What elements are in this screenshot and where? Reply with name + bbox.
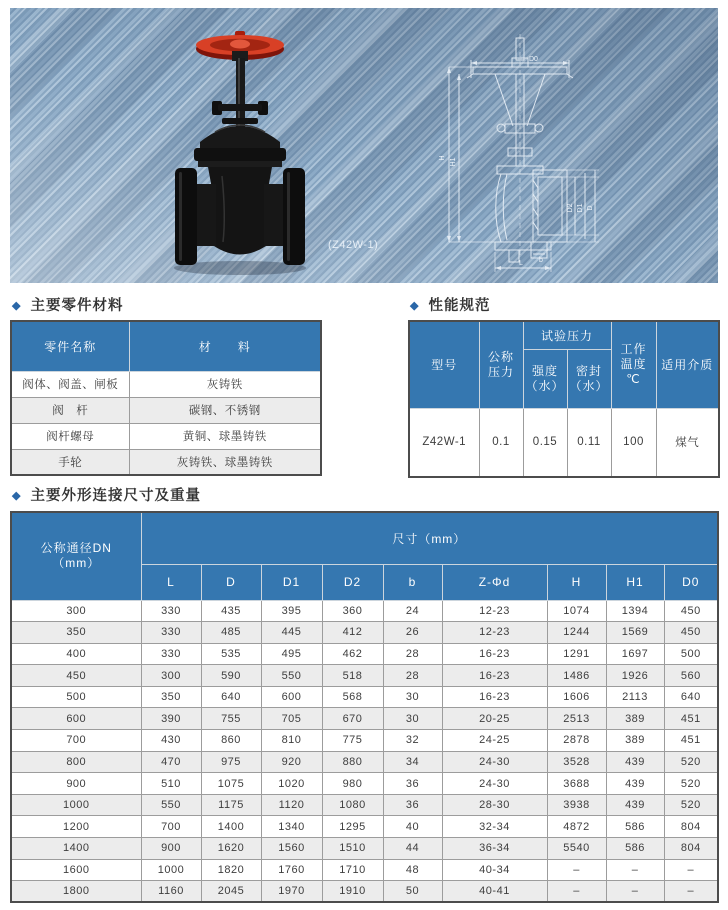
table-row bbox=[11, 730, 718, 752]
table-cell: 445 bbox=[261, 622, 322, 644]
table-cell: 黄铜、球墨铸铁 bbox=[129, 423, 321, 449]
table-cell: 24 bbox=[383, 600, 442, 622]
table-row bbox=[11, 794, 718, 816]
table-cell: 1340 bbox=[261, 816, 322, 838]
table-cell: 755 bbox=[201, 708, 261, 730]
header-row bbox=[11, 321, 321, 371]
dimensions-table bbox=[10, 511, 719, 903]
table-cell: 30 bbox=[383, 686, 442, 708]
table-cell: 550 bbox=[141, 794, 201, 816]
table-cell: 568 bbox=[322, 686, 383, 708]
table-cell: 470 bbox=[141, 751, 201, 773]
table-cell: 1820 bbox=[201, 859, 261, 881]
table-cell: 12-23 bbox=[442, 622, 547, 644]
dim-label-d1: D1 bbox=[577, 203, 584, 213]
table-cell: 2045 bbox=[201, 881, 261, 903]
table-cell: 350 bbox=[141, 686, 201, 708]
table-cell: 16-23 bbox=[442, 665, 547, 687]
table-cell: 手轮 bbox=[11, 449, 129, 475]
table-cell: 1020 bbox=[261, 773, 322, 795]
dim-label-d0: D0 bbox=[529, 56, 538, 63]
table-row bbox=[11, 423, 321, 449]
table-cell: 450 bbox=[664, 622, 718, 644]
table-cell: 1160 bbox=[141, 881, 201, 903]
table-cell: 1486 bbox=[547, 665, 606, 687]
column-header-test-pressure: 试验压力 bbox=[523, 321, 611, 349]
table-row bbox=[11, 773, 718, 795]
section-title-text: 性能规范 bbox=[428, 298, 491, 314]
column-header-model: 型号 bbox=[409, 321, 479, 408]
table-cell: 975 bbox=[201, 751, 261, 773]
table-cell: 30 bbox=[383, 708, 442, 730]
model-label: (Z42W-1) bbox=[328, 239, 379, 251]
table-cell: 640 bbox=[664, 686, 718, 708]
table-cell: 1244 bbox=[547, 622, 606, 644]
header-row bbox=[409, 321, 719, 349]
table-cell: 518 bbox=[322, 665, 383, 687]
table-cell: 1074 bbox=[547, 600, 606, 622]
column-header: H1 bbox=[606, 564, 664, 600]
table-cell: 330 bbox=[141, 600, 201, 622]
table-cell: 100 bbox=[611, 408, 656, 477]
table-row bbox=[11, 708, 718, 730]
table-cell: 560 bbox=[664, 665, 718, 687]
table-cell: 20-25 bbox=[442, 708, 547, 730]
table-cell: 1760 bbox=[261, 859, 322, 881]
table-cell: 439 bbox=[606, 751, 664, 773]
table-cell: 1800 bbox=[11, 881, 141, 903]
table-cell: 2878 bbox=[547, 730, 606, 752]
diamond-bullet-icon: ◆ bbox=[410, 300, 420, 312]
table-cell: 900 bbox=[141, 838, 201, 860]
table-cell: 48 bbox=[383, 859, 442, 881]
table-cell: 360 bbox=[322, 600, 383, 622]
table-cell: 450 bbox=[664, 600, 718, 622]
valve-technical-drawing bbox=[433, 30, 608, 278]
table-cell: 煤气 bbox=[656, 408, 719, 477]
table-cell: 389 bbox=[606, 708, 664, 730]
table-cell: – bbox=[606, 859, 664, 881]
table-cell: 705 bbox=[261, 708, 322, 730]
table-cell: 1400 bbox=[201, 816, 261, 838]
table-cell: 500 bbox=[11, 686, 141, 708]
column-header: D0 bbox=[664, 564, 718, 600]
table-row bbox=[409, 408, 719, 477]
table-row bbox=[11, 449, 321, 475]
table-cell: 0.11 bbox=[567, 408, 611, 477]
table-cell: – bbox=[664, 859, 718, 881]
table-cell: 451 bbox=[664, 708, 718, 730]
table-cell: 980 bbox=[322, 773, 383, 795]
table-cell: 1080 bbox=[322, 794, 383, 816]
table-cell: 3528 bbox=[547, 751, 606, 773]
column-header-nominal-pressure: 公称 压力 bbox=[479, 321, 523, 408]
valve-photo bbox=[160, 18, 320, 280]
column-header-working-temp: 工作 温度 ℃ bbox=[611, 321, 656, 408]
table-cell: 阀杆螺母 bbox=[11, 423, 129, 449]
section-title-text: 主要零件材料 bbox=[30, 298, 124, 314]
table-cell: 920 bbox=[261, 751, 322, 773]
dim-label-b: b bbox=[539, 257, 543, 264]
table-cell: 800 bbox=[11, 751, 141, 773]
column-header: Z-Φd bbox=[442, 564, 547, 600]
table-cell: 1200 bbox=[11, 816, 141, 838]
table-cell: 395 bbox=[261, 600, 322, 622]
section-title-text: 主要外形连接尺寸及重量 bbox=[30, 488, 201, 504]
column-header-part-name: 零件名称 bbox=[11, 321, 129, 371]
table-row bbox=[11, 622, 718, 644]
table-cell: 28 bbox=[383, 665, 442, 687]
table-cell: 775 bbox=[322, 730, 383, 752]
column-header: b bbox=[383, 564, 442, 600]
table-cell: 860 bbox=[201, 730, 261, 752]
table-cell: 586 bbox=[606, 816, 664, 838]
table-cell: 520 bbox=[664, 794, 718, 816]
column-header: H bbox=[547, 564, 606, 600]
table-cell: 28 bbox=[383, 643, 442, 665]
table-cell: 430 bbox=[141, 730, 201, 752]
diamond-bullet-icon: ◆ bbox=[12, 300, 22, 312]
table-cell: 0.15 bbox=[523, 408, 567, 477]
dim-label-l: L bbox=[519, 260, 523, 267]
dim-label-h1: H1 bbox=[450, 157, 457, 167]
table-cell: 1175 bbox=[201, 794, 261, 816]
column-header: L bbox=[141, 564, 201, 600]
table-cell: – bbox=[664, 881, 718, 903]
column-header-dn: 公称通径DN （mm） bbox=[11, 512, 141, 600]
table-cell: 1075 bbox=[201, 773, 261, 795]
column-header: D2 bbox=[322, 564, 383, 600]
table-cell: 439 bbox=[606, 794, 664, 816]
performance-table bbox=[408, 320, 720, 478]
dim-label-d: D bbox=[587, 205, 594, 211]
table-cell: 520 bbox=[664, 751, 718, 773]
table-cell: 389 bbox=[606, 730, 664, 752]
table-row bbox=[11, 665, 718, 687]
table-cell: 1569 bbox=[606, 622, 664, 644]
table-cell: 670 bbox=[322, 708, 383, 730]
valve-stem bbox=[212, 51, 268, 132]
materials-table bbox=[10, 320, 322, 476]
column-header-strength: 强度 （水） bbox=[523, 349, 567, 408]
table-cell: 330 bbox=[141, 622, 201, 644]
table-cell: 32 bbox=[383, 730, 442, 752]
table-cell: 700 bbox=[141, 816, 201, 838]
table-cell: 阀 杆 bbox=[11, 397, 129, 423]
table-cell: 500 bbox=[664, 643, 718, 665]
table-cell: 1394 bbox=[606, 600, 664, 622]
table-row bbox=[11, 859, 718, 881]
table-cell: 2513 bbox=[547, 708, 606, 730]
table-cell: 阀体、阀盖、闸板 bbox=[11, 371, 129, 397]
table-cell: 700 bbox=[11, 730, 141, 752]
column-header-material: 材 料 bbox=[129, 321, 321, 371]
column-header-size: 尺寸（mm） bbox=[141, 512, 718, 564]
table-cell: 900 bbox=[11, 773, 141, 795]
table-cell: 28-30 bbox=[442, 794, 547, 816]
table-row bbox=[11, 881, 718, 903]
table-cell: 36 bbox=[383, 773, 442, 795]
table-cell: 40-41 bbox=[442, 881, 547, 903]
table-cell: 12-23 bbox=[442, 600, 547, 622]
table-cell: 400 bbox=[11, 643, 141, 665]
table-cell: 450 bbox=[11, 665, 141, 687]
table-cell: 灰铸铁 bbox=[129, 371, 321, 397]
table-cell: 880 bbox=[322, 751, 383, 773]
table-cell: 600 bbox=[11, 708, 141, 730]
table-cell: 804 bbox=[664, 838, 718, 860]
table-row bbox=[11, 371, 321, 397]
table-row bbox=[11, 751, 718, 773]
table-cell: 804 bbox=[664, 816, 718, 838]
table-row bbox=[11, 838, 718, 860]
table-cell: 40 bbox=[383, 816, 442, 838]
table-cell: 16-23 bbox=[442, 686, 547, 708]
table-cell: 590 bbox=[201, 665, 261, 687]
table-cell: 1606 bbox=[547, 686, 606, 708]
column-header-medium: 适用介质 bbox=[656, 321, 719, 408]
table-cell: 36-34 bbox=[442, 838, 547, 860]
table-cell: 1620 bbox=[201, 838, 261, 860]
section-title-materials bbox=[12, 294, 123, 315]
table-cell: 1120 bbox=[261, 794, 322, 816]
dim-label-d2: D2 bbox=[567, 203, 574, 213]
table-cell: 2113 bbox=[606, 686, 664, 708]
section-title-dimensions bbox=[12, 484, 201, 505]
table-cell: 1970 bbox=[261, 881, 322, 903]
table-cell: 40-34 bbox=[442, 859, 547, 881]
table-row bbox=[11, 686, 718, 708]
table-cell: 1560 bbox=[261, 838, 322, 860]
table-cell: 4872 bbox=[547, 816, 606, 838]
table-cell: 535 bbox=[201, 643, 261, 665]
table-cell: 26 bbox=[383, 622, 442, 644]
table-cell: 3688 bbox=[547, 773, 606, 795]
table-cell: 24-25 bbox=[442, 730, 547, 752]
table-cell: 1000 bbox=[11, 794, 141, 816]
column-header: D1 bbox=[261, 564, 322, 600]
table-cell: 550 bbox=[261, 665, 322, 687]
table-row bbox=[11, 643, 718, 665]
table-cell: 451 bbox=[664, 730, 718, 752]
table-cell: 350 bbox=[11, 622, 141, 644]
table-row bbox=[11, 600, 718, 622]
table-cell: 0.1 bbox=[479, 408, 523, 477]
table-cell: 灰铸铁、球墨铸铁 bbox=[129, 449, 321, 475]
table-cell: 330 bbox=[141, 643, 201, 665]
table-row bbox=[11, 816, 718, 838]
product-banner bbox=[10, 8, 718, 283]
table-cell: 1000 bbox=[141, 859, 201, 881]
table-cell: 1710 bbox=[322, 859, 383, 881]
table-cell: 640 bbox=[201, 686, 261, 708]
table-cell: 24-30 bbox=[442, 751, 547, 773]
table-cell: 1295 bbox=[322, 816, 383, 838]
table-cell: – bbox=[547, 859, 606, 881]
table-cell: 810 bbox=[261, 730, 322, 752]
column-header: D bbox=[201, 564, 261, 600]
table-cell: 300 bbox=[11, 600, 141, 622]
table-row bbox=[11, 397, 321, 423]
table-cell: 462 bbox=[322, 643, 383, 665]
table-cell: 16-23 bbox=[442, 643, 547, 665]
section-title-performance bbox=[410, 294, 490, 315]
table-cell: 412 bbox=[322, 622, 383, 644]
table-cell: 1910 bbox=[322, 881, 383, 903]
table-cell: 24-30 bbox=[442, 773, 547, 795]
table-cell: 510 bbox=[141, 773, 201, 795]
table-cell: 390 bbox=[141, 708, 201, 730]
table-cell: 50 bbox=[383, 881, 442, 903]
header-row bbox=[11, 512, 718, 564]
table-cell: 36 bbox=[383, 794, 442, 816]
table-cell: 34 bbox=[383, 751, 442, 773]
table-cell: 1400 bbox=[11, 838, 141, 860]
dim-label-h: H bbox=[439, 155, 446, 161]
table-cell: 1697 bbox=[606, 643, 664, 665]
table-cell: 1510 bbox=[322, 838, 383, 860]
table-cell: Z42W-1 bbox=[409, 408, 479, 477]
table-cell: 碳钢、不锈钢 bbox=[129, 397, 321, 423]
table-cell: 32-34 bbox=[442, 816, 547, 838]
table-cell: 495 bbox=[261, 643, 322, 665]
table-cell: 1600 bbox=[11, 859, 141, 881]
diamond-bullet-icon: ◆ bbox=[12, 490, 22, 502]
table-cell: – bbox=[547, 881, 606, 903]
table-cell: 600 bbox=[261, 686, 322, 708]
table-cell: 3938 bbox=[547, 794, 606, 816]
table-cell: 5540 bbox=[547, 838, 606, 860]
table-cell: 485 bbox=[201, 622, 261, 644]
table-cell: 439 bbox=[606, 773, 664, 795]
table-cell: – bbox=[606, 881, 664, 903]
table-cell: 435 bbox=[201, 600, 261, 622]
table-cell: 586 bbox=[606, 838, 664, 860]
column-header-seal: 密封 （水） bbox=[567, 349, 611, 408]
table-cell: 44 bbox=[383, 838, 442, 860]
table-cell: 1291 bbox=[547, 643, 606, 665]
table-cell: 1926 bbox=[606, 665, 664, 687]
table-cell: 300 bbox=[141, 665, 201, 687]
table-cell: 520 bbox=[664, 773, 718, 795]
